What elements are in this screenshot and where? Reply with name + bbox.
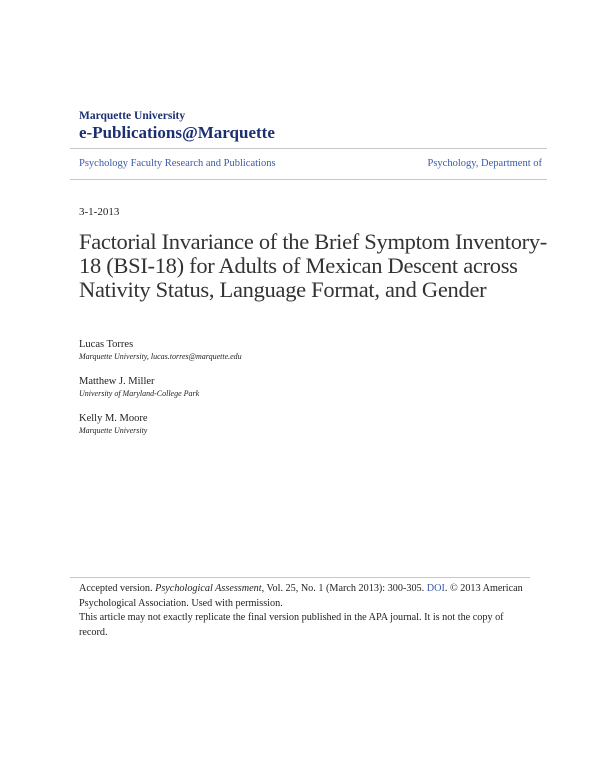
university-name[interactable]: Marquette University: [79, 110, 186, 122]
repository-header: [79, 110, 275, 142]
author-block: [79, 338, 242, 362]
author-affiliation: Marquette University, lucas.torres@marquette.edu: [79, 352, 242, 361]
department-link[interactable]: Psychology, Department of: [427, 158, 542, 169]
journal-name: Psychological Assessment: [155, 583, 262, 594]
citation-details: , Vol. 25, No. 1 (March 2013): 300-305.: [261, 583, 427, 594]
nav-divider: [70, 179, 547, 180]
collection-link[interactable]: Psychology Faculty Research and Publications: [79, 158, 276, 169]
publication-date: 3-1-2013: [79, 206, 120, 218]
author-block: [79, 375, 199, 399]
top-divider: [70, 148, 547, 149]
author-block: [79, 412, 148, 436]
author-affiliation: Marquette University: [79, 426, 148, 435]
doi-link[interactable]: DOI: [426, 583, 445, 594]
footer-divider: [70, 577, 530, 578]
paper-title: Factorial Invariance of the Brief Symptom Inventory-18 (BSI-18) for Adults of Mexican Descent across Nativity Status, Language Format, and Gender: [79, 229, 547, 302]
version-note: This article may not exactly replicate the final version published in the APA journal. It is not the copy of record.: [79, 612, 504, 638]
repository-name[interactable]: e-Publications@Marquette: [79, 123, 275, 142]
author-affiliation: University of Maryland-College Park: [79, 389, 200, 398]
copyright-text: . © 2013 American Psychological Association. Used with permission.: [79, 583, 523, 609]
author-name: Lucas Torres: [79, 339, 134, 350]
accepted-prefix: Accepted version.: [79, 583, 156, 594]
citation-text: [79, 582, 527, 611]
citation-footer: [79, 582, 527, 640]
author-name: Matthew J. Miller: [79, 376, 155, 387]
author-name: Kelly M. Moore: [79, 413, 148, 424]
